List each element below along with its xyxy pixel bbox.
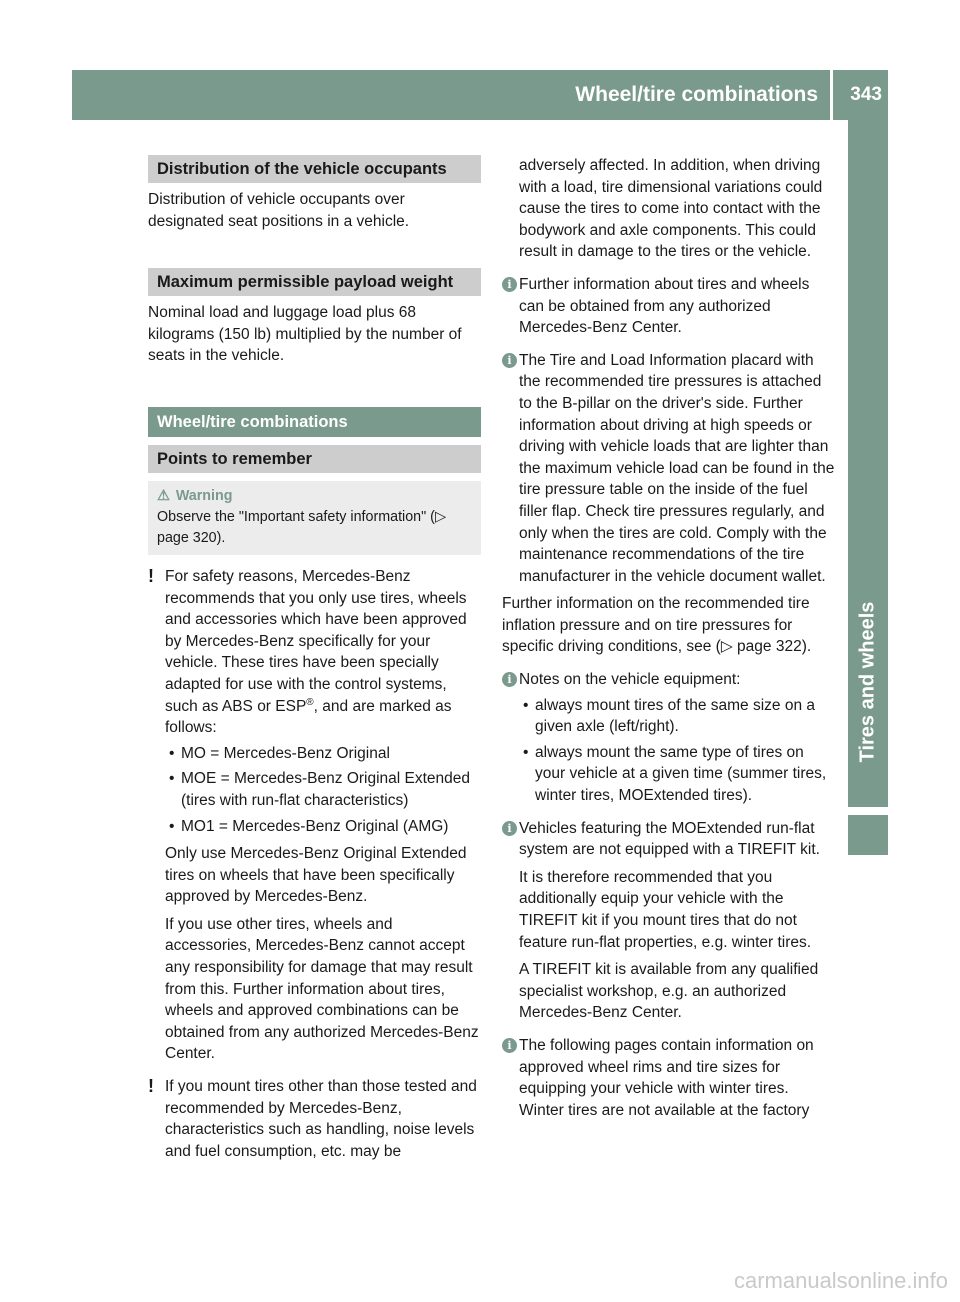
subsection-title: Points to remember: [148, 445, 481, 473]
exclamation-icon: !: [148, 565, 154, 586]
list-item: • MOE = Mercedes-Benz Original Extended (tires with run-flat characteristics): [165, 768, 481, 811]
info-icon: i: [502, 353, 517, 368]
heading-distribution: Distribution of the vehicle occupants: [148, 155, 481, 183]
warning-title: Warning: [175, 487, 233, 504]
warning-triangle-icon: ⚠: [157, 487, 170, 504]
header-separator: [830, 70, 833, 120]
note-other-tires: [148, 1076, 481, 1162]
side-tab-marker: [848, 815, 888, 855]
note-other-tires-text: If you mount tires other than those tested and recommended by Mercedes-Benz, characteristics such as handling, noise levels and fuel consumption, etc. may be: [165, 1078, 477, 1160]
info-text: It is therefore recommended that you additionally equip your vehicle with the TIREFIT kit if you mount tires that do not feature run-flat properties, e.g. winter tires.: [519, 868, 812, 951]
info-icon: i: [502, 672, 517, 687]
watermark: carmanualsonline.info: [733, 1268, 948, 1293]
note-approved-tires: [148, 566, 481, 1065]
info-icon: i: [502, 1038, 517, 1053]
paragraph-distribution: Distribution of vehicle occupants over designated seat positions in a vehicle.: [148, 191, 410, 230]
page-number: 343: [850, 84, 882, 105]
info-text: Further information about tires and wheels can be obtained from any authorized Mercedes-Benz Center.: [519, 275, 810, 337]
section-title: Wheel/tire combinations: [148, 407, 481, 437]
list-item: • MO1 = Mercedes-Benz Original (AMG): [165, 816, 481, 838]
warning-box: [148, 481, 481, 555]
page-header-bar: [72, 70, 888, 120]
info-winter-tires: [502, 1035, 836, 1121]
header-title: Wheel/tire combinations: [575, 83, 818, 106]
note-approved-p2: Only use Mercedes-Benz Original Extended tires on wheels that have been specifically approved by Mercedes-Benz.: [165, 845, 467, 906]
info-placard: [502, 350, 836, 588]
paragraph-payload: Nominal load and luggage load plus 68 kilograms (150 lb) multiplied by the number of seats in the vehicle.: [148, 304, 462, 365]
info-icon: i: [502, 821, 517, 836]
heading-payload: Maximum permissible payload weight: [148, 268, 481, 296]
info-icon: i: [502, 277, 517, 292]
note-approved-intro: For safety reasons, Mercedes-Benz recommends that you only use tires, wheels and accessories which have been approved by Mercedes-Benz specifically for your vehicle. These tires have been specially adapted for use with the control systems, such as ABS or ESP: [165, 567, 467, 715]
list-item: • MO = Mercedes-Benz Original: [165, 743, 481, 765]
info-text: Vehicles featuring the MOExtended run-flat system are not equipped with a TIREFIT kit.: [519, 819, 820, 859]
note-approved-intro-end: , and are marked as follows:: [165, 697, 452, 737]
paragraph-further-pressure: Further information on the recommended tire inflation pressure and on tire pressures for specific driving conditions, see (▷ page 322).: [502, 595, 812, 656]
info-text: The Tire and Load Information placard with the recommended tire pressures is attached to the B-pillar on the driver's side. Further information about driving at high speeds or driving with vehicle loads that are lighter than the maximum vehicle load can be found in the tire pressure table on the inside of the fuel filler flap. Check tire pressures regularly, and only when the tires are cold. Comply with the maintenance recommendations of the tire manufacturer in the vehicle document wallet.: [519, 351, 835, 585]
exclamation-icon: !: [148, 1076, 154, 1097]
side-tab-label: Tires and wheels: [856, 601, 879, 763]
right-column: [502, 155, 836, 1121]
info-text: A TIREFIT kit is available from any qualified specialist workshop, e.g. an authorized Mercedes-Benz Center.: [519, 961, 819, 1022]
warning-text: Observe the "Important safety information" (▷ page 320).: [157, 508, 446, 546]
info-text: Notes on the vehicle equipment:: [519, 671, 741, 689]
info-moextended: [502, 818, 836, 1024]
info-equipment: [502, 669, 836, 807]
list-item: • always mount tires of the same size on a given axle (left/right).: [519, 695, 836, 738]
info-text: The following pages contain information on approved wheel rims and tire sizes for equipping your vehicle with winter tires. Winter tires are not available at the factory: [519, 1036, 814, 1119]
list-item: • always mount the same type of tires on your vehicle at a given time (summer tires, winter tires, MOExtended tires).: [519, 742, 836, 807]
paragraph-continued: adversely affected. In addition, when driving with a load, tire dimensional variations could cause the tires to come into contact with the bodywork and axle components. This could result in damage to the tires or the vehicle.: [519, 157, 823, 261]
note-approved-p3: If you use other tires, wheels and accessories, Mercedes-Benz cannot accept any responsibility for damage that may result from this. Further information about tires, wheels and approved combinations can be obtained from any authorized Mercedes-Benz Center.: [165, 915, 479, 1063]
info-further-tires: [502, 274, 836, 339]
left-column: [148, 155, 481, 1162]
registered-mark: ®: [306, 696, 314, 708]
